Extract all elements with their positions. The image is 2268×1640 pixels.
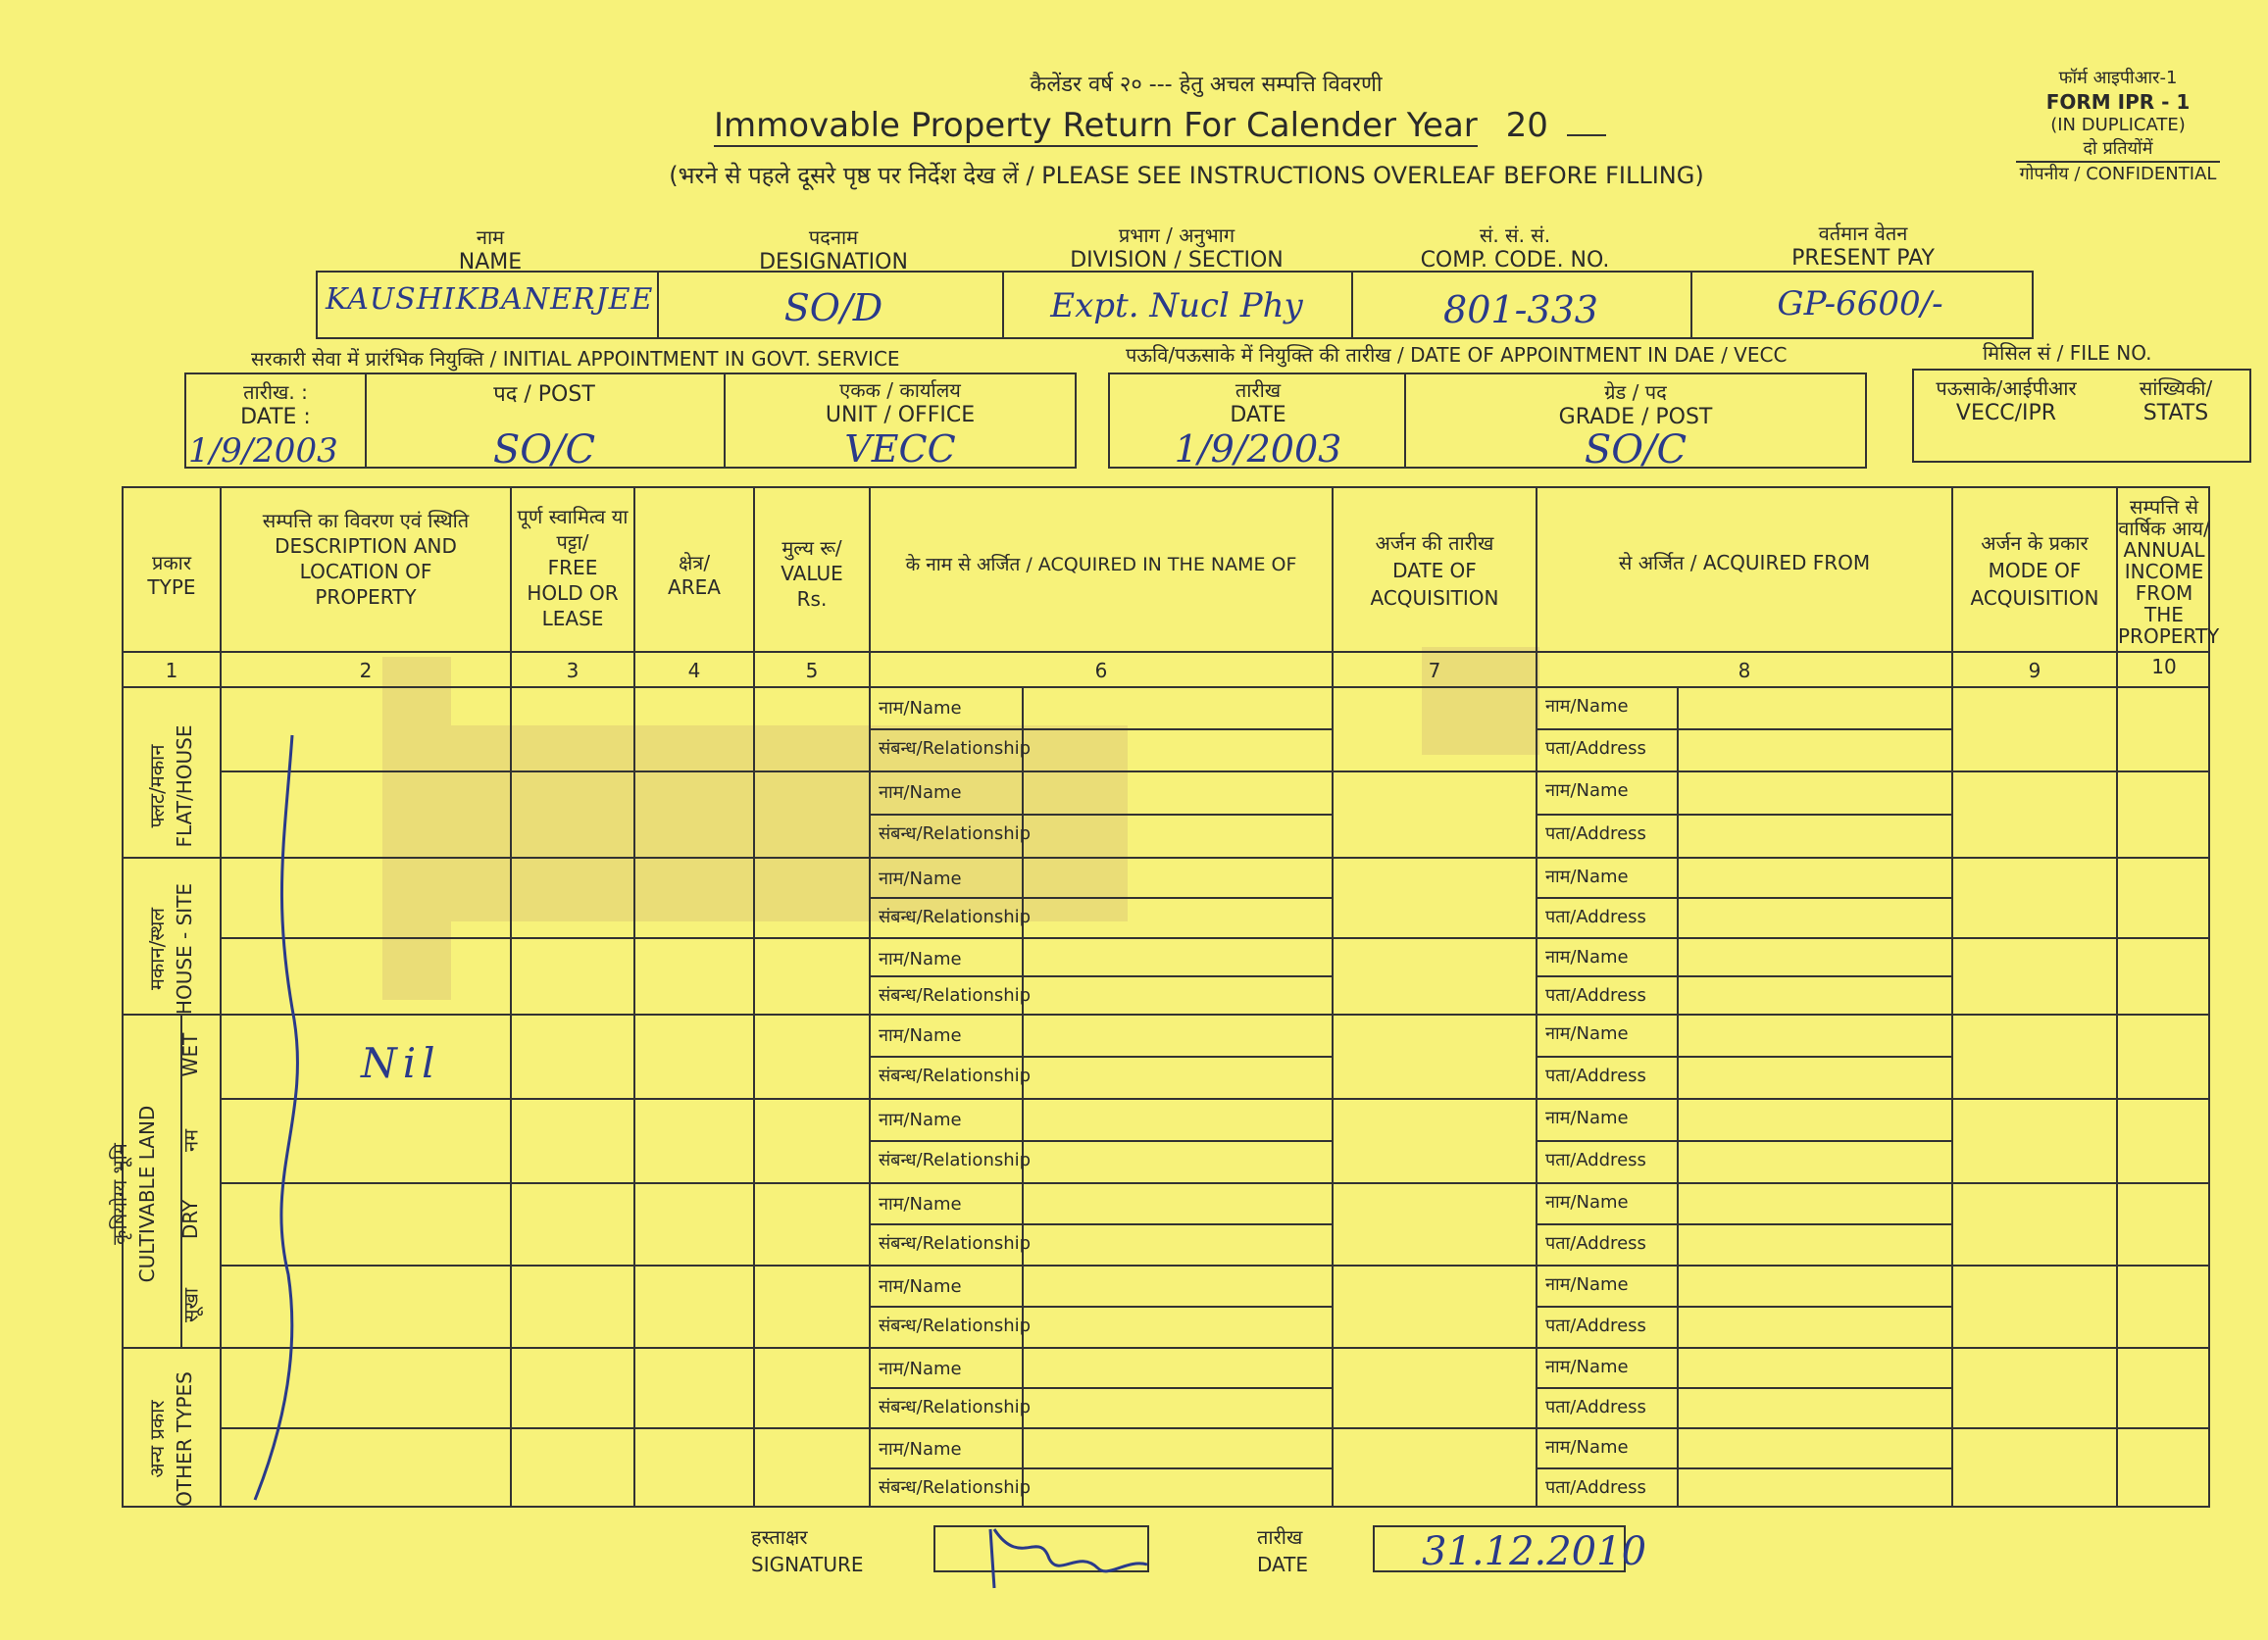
division-field[interactable]: Expt. Nucl Phy: [1050, 286, 1303, 325]
relationship-label: संबन्ध/Relationship: [879, 1316, 1032, 1336]
present-pay-label: वर्तमान वेतन PRESENT PAY: [1791, 222, 1935, 271]
col-income-header: सम्पत्ति से वार्षिक आय/ ANNUAL INCOME FROM THE PROPERTY: [2118, 495, 2220, 648]
name-label: नाम/Name: [879, 949, 962, 969]
relationship-label: संबन्ध/Relationship: [879, 907, 1032, 927]
address-label: पता/Address: [1545, 1397, 1646, 1417]
relationship-label: संबन्ध/Relationship: [879, 1477, 1032, 1498]
form-title: [714, 106, 1606, 145]
address-label: पता/Address: [1545, 1233, 1646, 1254]
acquired-from-name-label: नाम/Name: [1545, 1023, 1629, 1044]
dae-date-field[interactable]: 1/9/2003: [1174, 427, 1342, 471]
unit-office-label: एकक / कार्यालय UNIT / OFFICE: [825, 378, 976, 427]
acquired-from-name-label: नाम/Name: [1545, 1357, 1629, 1377]
col-mode-header: अर्जन के प्रकार MODE OF ACQUISITION: [1970, 531, 2099, 610]
initial-date-field[interactable]: 1/9/2003: [188, 431, 338, 471]
address-label: पता/Address: [1545, 1066, 1646, 1086]
signature-label: हस्ताक्षर SIGNATURE: [751, 1525, 864, 1576]
col-freehold-header: पूर्ण स्वामित्व या पट्टा/ FREE HOLD OR LEASE: [517, 505, 629, 630]
col-acquired-name-header: के नाम से अर्जित / ACQUIRED IN THE NAME OF: [905, 554, 1297, 575]
unit-office-field[interactable]: VECC: [844, 427, 956, 471]
acquired-from-name-label: नाम/Name: [1545, 1274, 1629, 1295]
address-label: पता/Address: [1545, 907, 1646, 927]
group-flat-house: फ्लट/मकान FLAT/HOUSE: [145, 724, 196, 848]
col-number: 7: [1428, 659, 1441, 682]
relationship-label: संबन्ध/Relationship: [879, 823, 1032, 844]
name-label: नाम/Name: [879, 1194, 962, 1215]
initial-appointment-label: सरकारी सेवा में प्रारंभिक नियुक्ति / INITIAL APPOINTMENT IN GOVT. SERVICE: [251, 347, 900, 371]
dae-appointment-label: पऊवि/पऊसाके में नियुक्ति की तारीख / DATE OF APPOINTMENT IN DAE / VECC: [1126, 343, 1788, 367]
acquired-from-name-label: नाम/Name: [1545, 867, 1629, 887]
grade-post-field[interactable]: SO/C: [1584, 427, 1688, 472]
instructions-note: (भरने से पहले दूसरे पृष्ठ पर निर्देश देख लें / PLEASE SEE INSTRUCTIONS OVERLEAF BEFORE FILLING): [669, 162, 1704, 189]
col-type-header: प्रकार TYPE: [147, 551, 196, 599]
address-label: पता/Address: [1545, 1150, 1646, 1170]
duplicate-note-hindi: दो प्रतियोंमें: [2083, 138, 2153, 159]
name-label: नाम/Name: [879, 1110, 962, 1130]
group-house-site: मकान/स्थल HOUSE - SITE: [145, 882, 196, 1016]
col-number: 9: [2028, 659, 2041, 682]
col-number: 4: [687, 659, 701, 682]
subtype-wet: WET: [178, 1032, 202, 1077]
form-title-text: Immovable Property Return For Calender Year: [714, 106, 1478, 145]
col-acquired-from-header: से अर्जित / ACQUIRED FROM: [1618, 551, 1871, 574]
name-label: नाम NAME: [458, 225, 523, 274]
col-number: 10: [2151, 655, 2177, 678]
initial-post-field[interactable]: SO/C: [492, 427, 596, 472]
name-label: नाम/Name: [879, 1439, 962, 1460]
col-description-header: सम्पत्ति का विवरण एवं स्थिति DESCRIPTION AND LOCATION OF PROPERTY: [262, 509, 470, 609]
relationship-label: संबन्ध/Relationship: [879, 985, 1032, 1006]
address-label: पता/Address: [1545, 1477, 1646, 1498]
relationship-label: संबन्ध/Relationship: [879, 1397, 1032, 1417]
initial-date-label: तारीख. : DATE :: [240, 380, 311, 429]
designation-field[interactable]: SO/D: [783, 286, 883, 329]
year-blank[interactable]: [1567, 134, 1606, 136]
col-number: 2: [359, 659, 373, 682]
property-table: [122, 486, 2220, 1508]
subtype-nam: नम: [178, 1128, 203, 1153]
name-label: नाम/Name: [879, 698, 962, 719]
file-no-label: मिसिल सं / FILE NO.: [1983, 341, 2152, 365]
form-id: FORM IPR - 1: [2045, 90, 2191, 114]
relationship-label: संबन्ध/Relationship: [879, 738, 1032, 759]
col-value-header: मुल्य रू/ VALUE Rs.: [781, 536, 843, 611]
present-pay-field[interactable]: GP-6600/-: [1777, 284, 1943, 323]
stats-label: सांख्यिकी/ STATS: [2139, 376, 2213, 425]
division-label: प्रभाग / अनुभाग DIVISION / SECTION: [1070, 224, 1284, 273]
col-date-acq-header: अर्जन की तारीख DATE OF ACQUISITION: [1370, 531, 1499, 610]
acquired-from-name-label: नाम/Name: [1545, 1192, 1629, 1213]
strike-through-line: [245, 725, 324, 1510]
comp-code-field[interactable]: 801-333: [1443, 288, 1598, 331]
date-field[interactable]: 31.12.2010: [1422, 1529, 1647, 1574]
designation-label: पदनाम DESIGNATION: [759, 225, 908, 274]
nil-entry[interactable]: Nil: [361, 1039, 441, 1087]
address-label: पता/Address: [1545, 985, 1646, 1006]
name-label: नाम/Name: [879, 1025, 962, 1046]
acquired-from-name-label: नाम/Name: [1545, 1108, 1629, 1128]
group-other-types: अन्य प्रकार OTHER TYPES: [145, 1371, 196, 1507]
vecc-ipr-label: पऊसाके/आईपीआर VECC/IPR: [1936, 376, 2077, 425]
group-cultivable-land: कृषियोग्य भूमि CULTIVABLE LAND: [108, 1105, 159, 1283]
name-label: नाम/Name: [879, 782, 962, 803]
acquired-from-name-label: नाम/Name: [1545, 780, 1629, 801]
title-hindi: कैलेंडर वर्ष २० --- हेतु अचल सम्पत्ति विवरणी: [1030, 73, 1383, 97]
acquired-from-name-label: नाम/Name: [1545, 696, 1629, 717]
duplicate-note: (IN DUPLICATE): [2050, 115, 2186, 135]
acquired-from-name-label: नाम/Name: [1545, 1437, 1629, 1458]
name-label: नाम/Name: [879, 1359, 962, 1379]
address-label: पता/Address: [1545, 1316, 1646, 1336]
address-label: पता/Address: [1545, 823, 1646, 844]
relationship-label: संबन्ध/Relationship: [879, 1233, 1032, 1254]
col-number: 8: [1738, 659, 1751, 682]
relationship-label: संबन्ध/Relationship: [879, 1150, 1032, 1170]
year-prefix: 20: [1505, 106, 1548, 145]
col-number: 6: [1094, 659, 1108, 682]
signature-scribble: [981, 1510, 1157, 1598]
col-area-header: क्षेत्र/ AREA: [668, 551, 721, 599]
dae-date-label: तारीख DATE: [1230, 378, 1286, 427]
date-label: तारीख DATE: [1257, 1525, 1309, 1576]
post-label: पद / POST: [493, 382, 595, 407]
subtype-sukha: सूखा: [178, 1287, 203, 1323]
comp-code-label: सं. सं. सं. COMP. CODE. NO.: [1420, 224, 1610, 273]
relationship-label: संबन्ध/Relationship: [879, 1066, 1032, 1086]
address-label: पता/Address: [1545, 738, 1646, 759]
grade-post-label: ग्रेड / पद GRADE / POST: [1558, 380, 1713, 429]
col-number: 1: [165, 659, 178, 682]
col-number: 5: [805, 659, 819, 682]
acquired-from-name-label: नाम/Name: [1545, 947, 1629, 968]
name-label: नाम/Name: [879, 1276, 962, 1297]
name-field[interactable]: KAUSHIKBANERJEE: [326, 282, 654, 317]
confidential-label: गोपनीय / CONFIDENTIAL: [2016, 161, 2221, 186]
subtype-dry: DRY: [178, 1199, 202, 1240]
col-number: 3: [566, 659, 580, 682]
form-id-block: [1971, 67, 2265, 186]
name-label: नाम/Name: [879, 869, 962, 889]
form-id-hindi: फॉर्म आइपीआर-1: [2058, 68, 2178, 88]
